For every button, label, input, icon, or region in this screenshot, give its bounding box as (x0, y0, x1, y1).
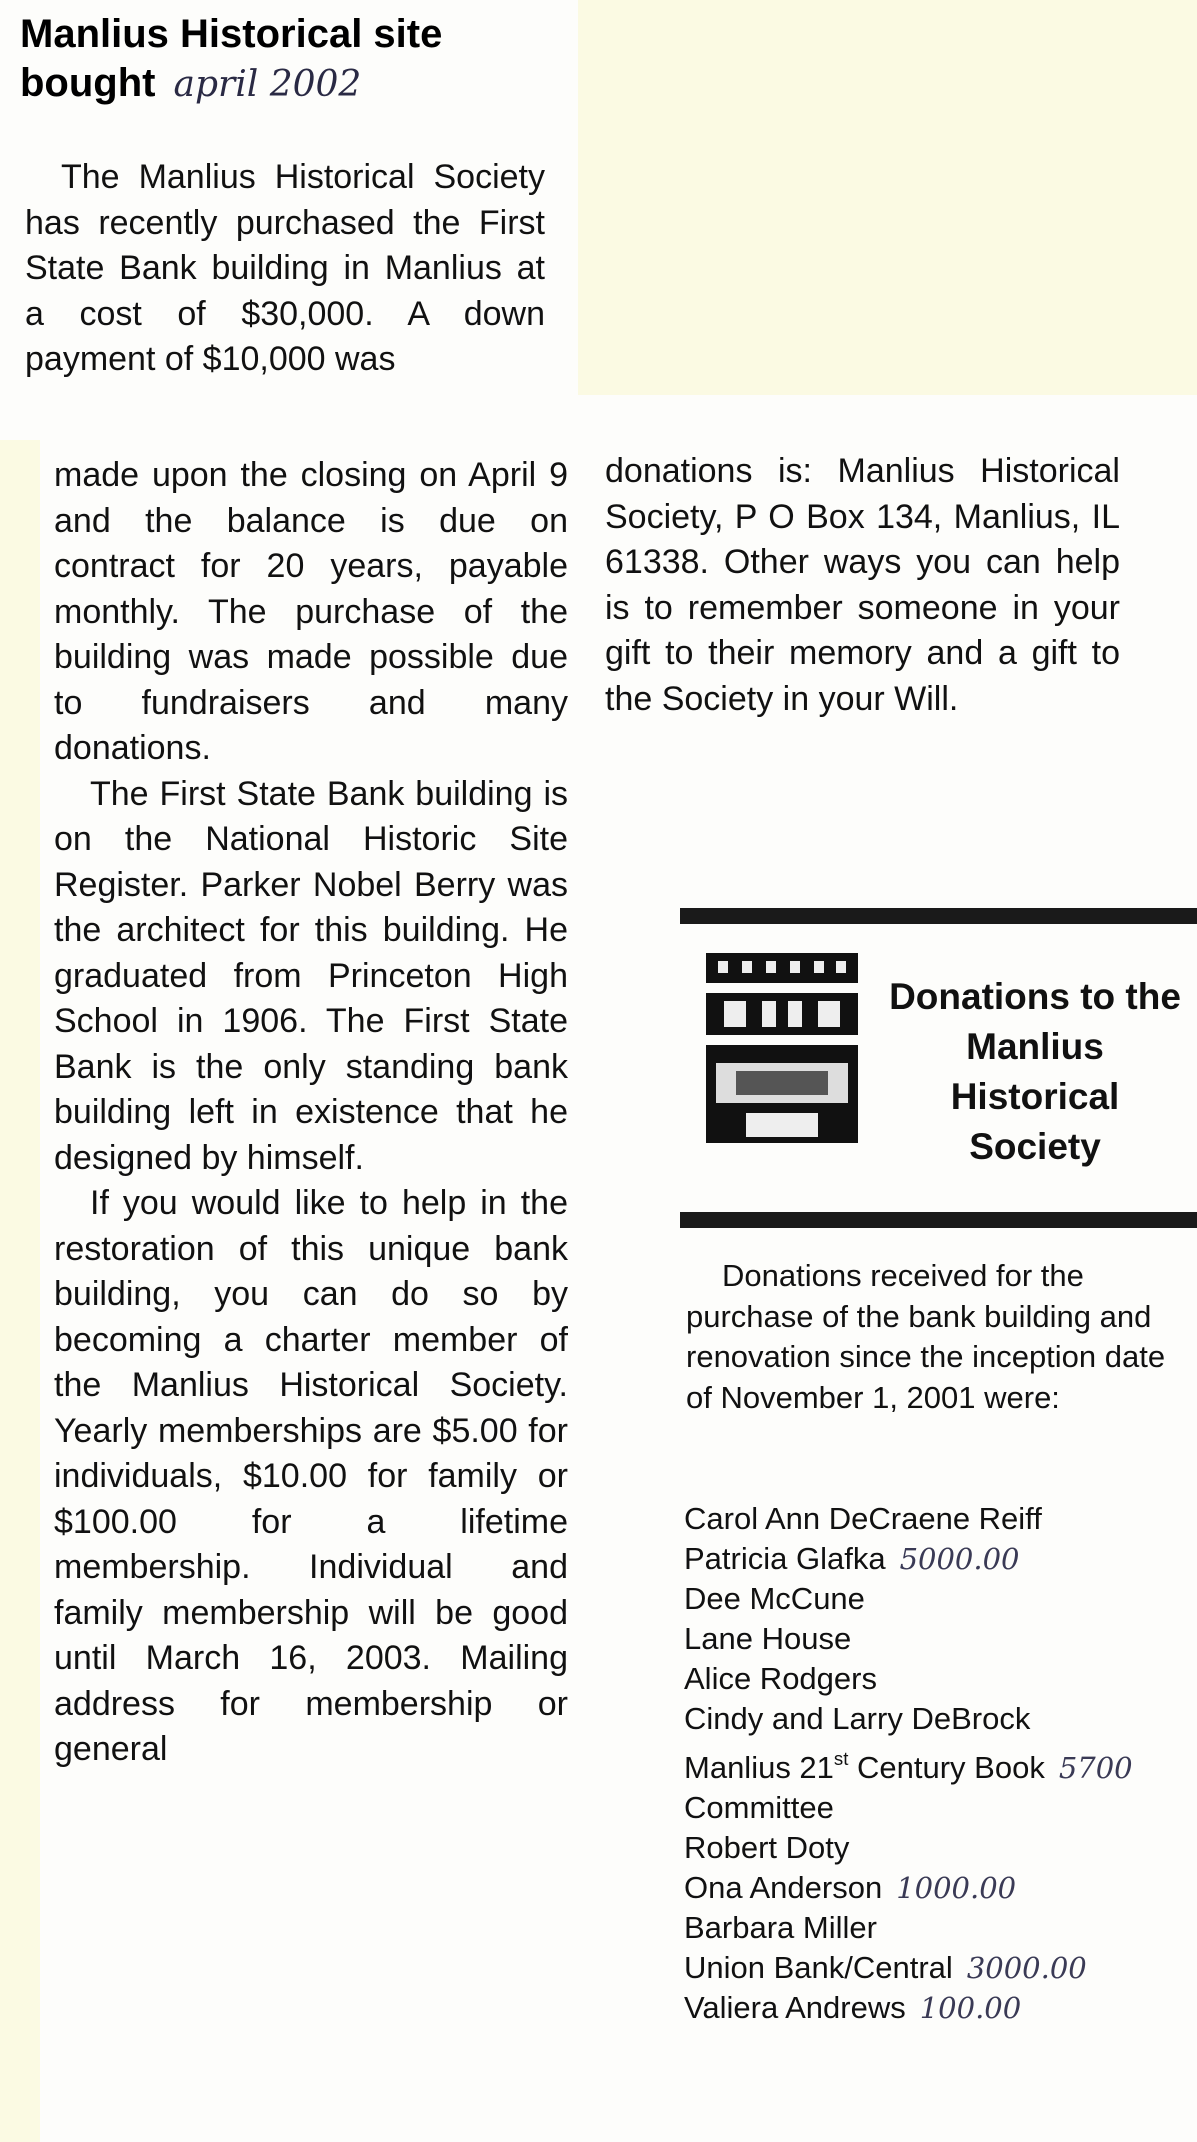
donor-item (684, 1988, 1197, 2028)
donor-name: Manlius 21 (684, 1750, 834, 1786)
donations-intro (686, 1256, 1176, 1418)
donor-item (684, 1908, 1197, 1948)
handwritten-date: april 2002 (173, 63, 362, 105)
donor-name-rest: Century Book (848, 1750, 1045, 1786)
paragraph-closing-contract: made upon the closing on April 9 and the balance is due on contract for 20 years, payable monthly. The purchase of the building was made possible due to fundraisers and many donations. (54, 456, 568, 767)
donor-item (684, 1788, 1197, 1828)
donor-item (684, 1499, 1197, 1539)
handwritten-amount: 5700 (1058, 1751, 1133, 1786)
paragraph-national-register: The First State Bank building is on the National Historic Site Register. Parker Nobel Berry was the architect for this building. He graduated from Princeton High School in 1906. The First State Bank is the only standing bank building left in existence that he designed by himself. (54, 774, 568, 1177)
article-right-column (605, 449, 1120, 722)
donations-intro-text: Donations received for the purchase of the bank building and renovation since the inception date of November 1, 2001 were: (686, 1258, 1166, 1415)
article-headline (20, 10, 570, 108)
donor-list (684, 1499, 1197, 2028)
heading-rule-bottom (680, 1212, 1197, 1228)
donor-item (684, 1659, 1197, 1699)
donor-item (684, 1539, 1197, 1579)
donor-item (684, 1828, 1197, 1868)
donor-item (684, 1579, 1197, 1619)
paragraph-mailing-address: donations is: Manlius Historical Society, P O Box 134, Manlius, IL 61338. Other ways you can help is to remember someone in your gift to their memory and a gift to the Society in your Will. (605, 452, 1120, 718)
donor-name: Ona Anderson (684, 1870, 883, 1906)
donor-item (684, 1739, 1197, 1788)
donor-name: Cindy and Larry DeBrock (684, 1701, 1031, 1736)
ordinal-superscript: st (833, 1748, 849, 1769)
handwritten-amount: 1000.00 (896, 1871, 1017, 1906)
donor-item (684, 1619, 1197, 1659)
donor-item (684, 1948, 1197, 1988)
donor-name: Patricia Glafka (684, 1541, 886, 1576)
article-intro-column (25, 155, 545, 383)
heading-rule-top (680, 908, 1197, 924)
donor-name: Committee (684, 1790, 834, 1826)
donor-name: Robert Doty (684, 1830, 850, 1866)
donor-name: Alice Rodgers (684, 1661, 877, 1696)
handwritten-amount: 100.00 (919, 1991, 1022, 2026)
donor-name: Carol Ann DeCraene Reiff (684, 1501, 1042, 1536)
donor-name: Union Bank/Central (684, 1950, 953, 1986)
donor-name: Lane House (684, 1621, 852, 1656)
article-left-column (54, 453, 568, 1773)
headline-text: Manlius Historical site bought (20, 12, 443, 105)
donor-name: Barbara Miller (684, 1910, 877, 1946)
donor-item (684, 1699, 1197, 1739)
donor-name: Valiera Andrews (684, 1990, 906, 2026)
donor-item (684, 1868, 1197, 1908)
intro-paragraph: The Manlius Historical Society has recently purchased the First State Bank building in Manlius at a cost of $30,000. A down payment of $10,000 was (25, 158, 545, 378)
handwritten-amount: 5000.00 (899, 1542, 1020, 1576)
donor-name: Dee McCune (684, 1581, 865, 1616)
bank-building-icon (706, 953, 858, 1143)
handwritten-amount: 3000.00 (966, 1951, 1087, 1986)
donations-heading: Donations to the Manlius Historical Society (889, 976, 1181, 1167)
paragraph-membership: If you would like to help in the restoration of this unique bank building, you can do so by becoming a charter member of the Manlius Historical Society. Yearly memberships are $5.00 for individuals, $10.00 for family or $100.00 for a lifetime membership. Individual and family membership will be good until March 16, 2003. Mailing address for membership or general (54, 1184, 568, 1768)
